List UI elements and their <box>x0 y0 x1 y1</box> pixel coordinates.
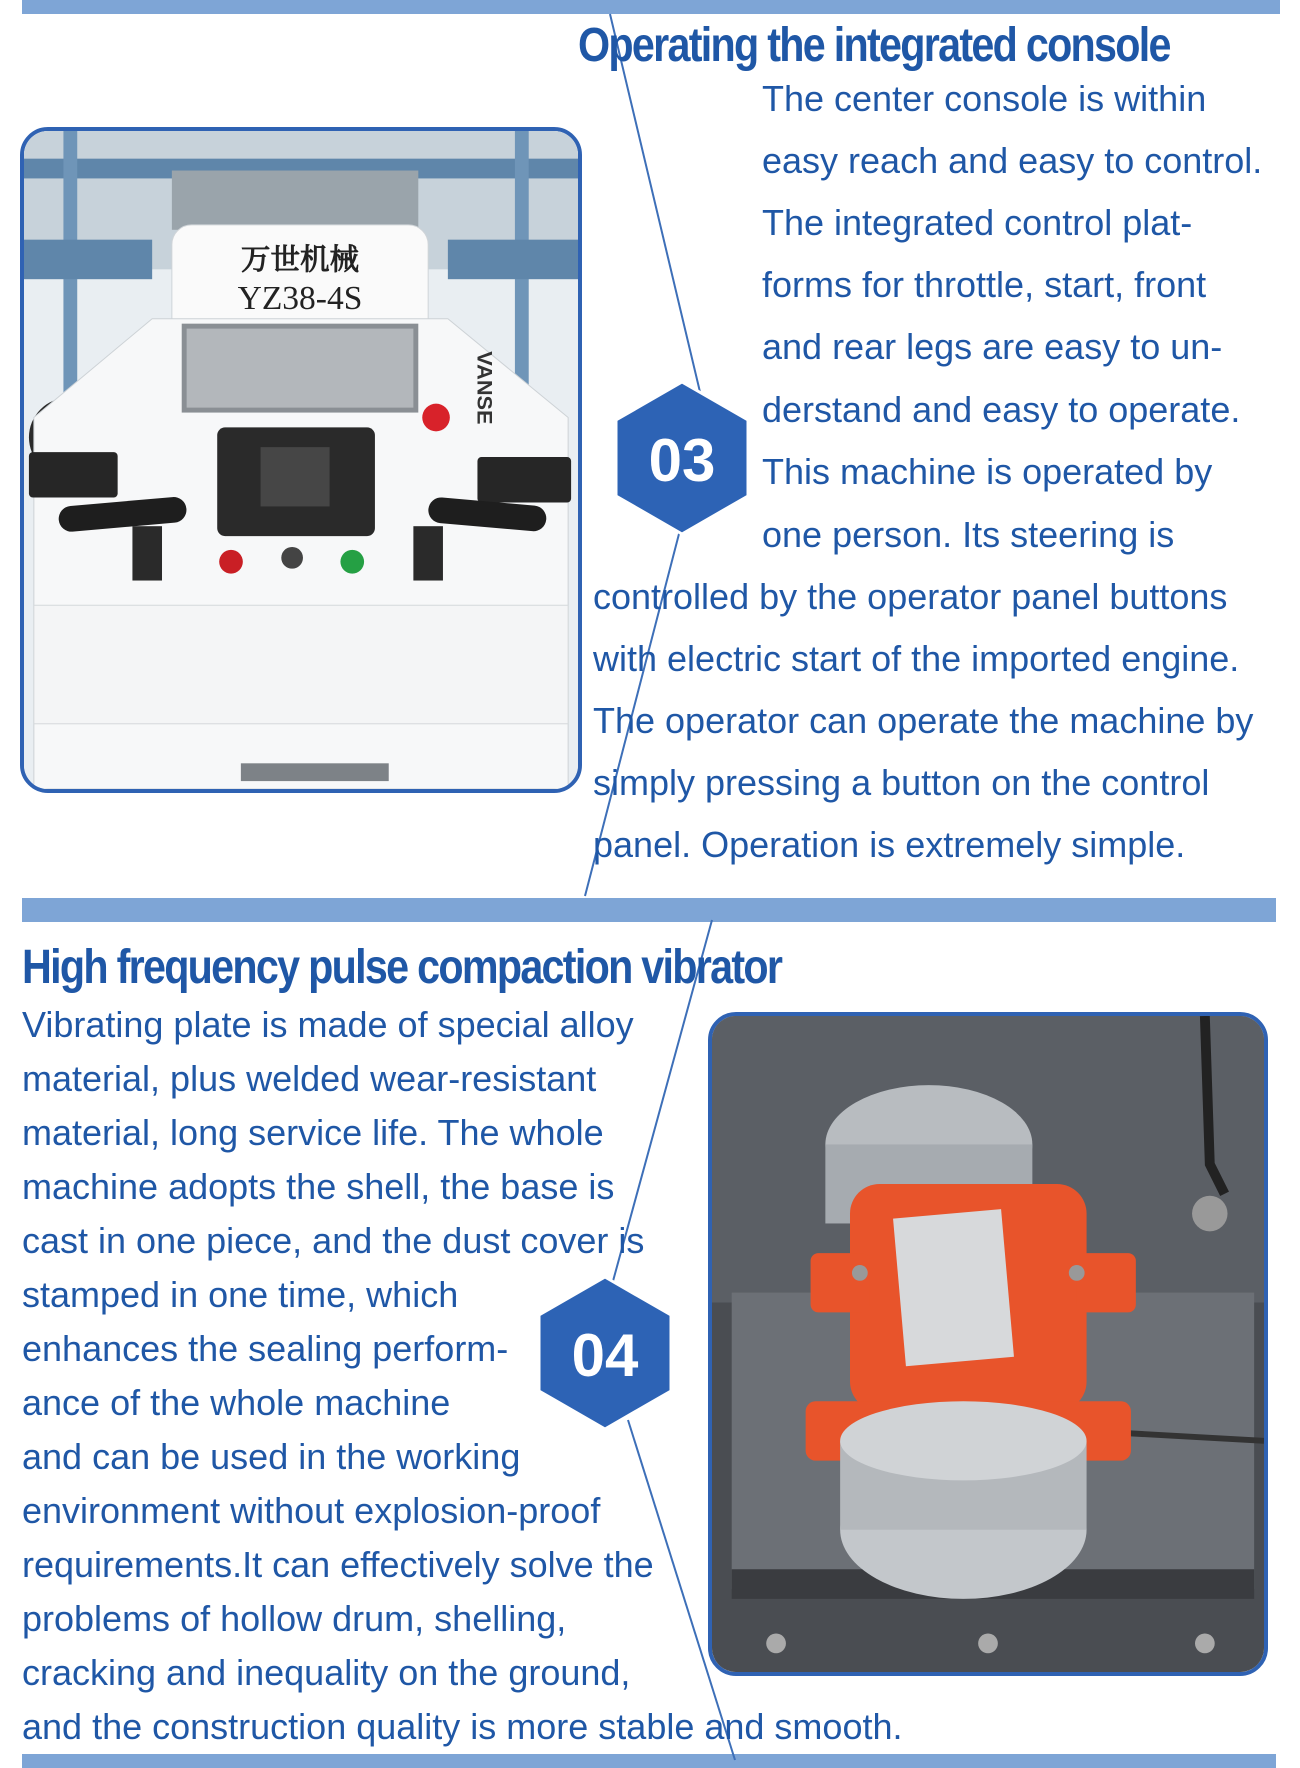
section2-line: cast in one piece, and the dust cover is <box>22 1220 645 1261</box>
section1-line: easy reach and easy to control. <box>762 140 1263 181</box>
section2-line: material, long service life. The whole <box>22 1112 604 1153</box>
section1-title: Operating the integrated console <box>578 19 1170 72</box>
section2-line: machine adopts the shell, the base is <box>22 1166 615 1207</box>
section1-line: forms for throttle, start, front <box>762 264 1207 305</box>
section1-line: simply pressing a button on the control <box>593 762 1210 803</box>
section2-line: enhances the sealing perform- <box>22 1328 509 1369</box>
section1-line: This machine is operated by <box>762 451 1213 492</box>
model-label: YZ38-4S <box>237 279 363 317</box>
section2-line: and can be used in the working <box>22 1436 521 1477</box>
badge-04 <box>535 1273 675 1433</box>
brand-side-label: VANSE <box>472 351 498 425</box>
badge-03-number: 03 <box>648 427 716 494</box>
section1-line: one person. Its steering is <box>762 514 1175 555</box>
section1-line: derstand and easy to operate. <box>762 389 1241 430</box>
section1-line: controlled by the operator panel buttons <box>593 576 1228 617</box>
section2-line: stamped in one time, which <box>22 1274 459 1315</box>
console-machine-illustration <box>24 131 578 789</box>
section2-title: High frequency pulse compaction vibrator <box>22 941 782 994</box>
section1-line: panel. Operation is extremely simple. <box>593 824 1186 865</box>
section2-line: and the construction quality is more stable and smooth. <box>22 1706 903 1747</box>
section2-line: Vibrating plate is made of special alloy <box>22 1004 634 1045</box>
section2-line: cracking and inequality on the ground, <box>22 1652 631 1693</box>
section1-line: with electric start of the imported engine. <box>593 638 1240 679</box>
section1-line: The center console is within <box>762 78 1207 119</box>
section2-line: requirements.It can effectively solve the <box>22 1544 654 1585</box>
console-photo <box>20 127 582 793</box>
section1-line: and rear legs are easy to un- <box>762 326 1223 367</box>
vibrator-photo <box>708 1012 1268 1676</box>
badge-04-number: 04 <box>571 1322 639 1389</box>
section2-line: environment without explosion-proof <box>22 1490 601 1531</box>
section2-line: material, plus welded wear-resistant <box>22 1058 597 1099</box>
section2-line: problems of hollow drum, shelling, <box>22 1598 567 1639</box>
section2-line: ance of the whole machine <box>22 1382 451 1423</box>
badge-03 <box>612 378 752 538</box>
section1-line: The operator can operate the machine by <box>593 700 1254 741</box>
section1-line: The integrated control plat- <box>762 202 1193 243</box>
vibrator-motor-illustration <box>712 1016 1264 1672</box>
brand-cn-label: 万世机械 <box>240 242 360 277</box>
